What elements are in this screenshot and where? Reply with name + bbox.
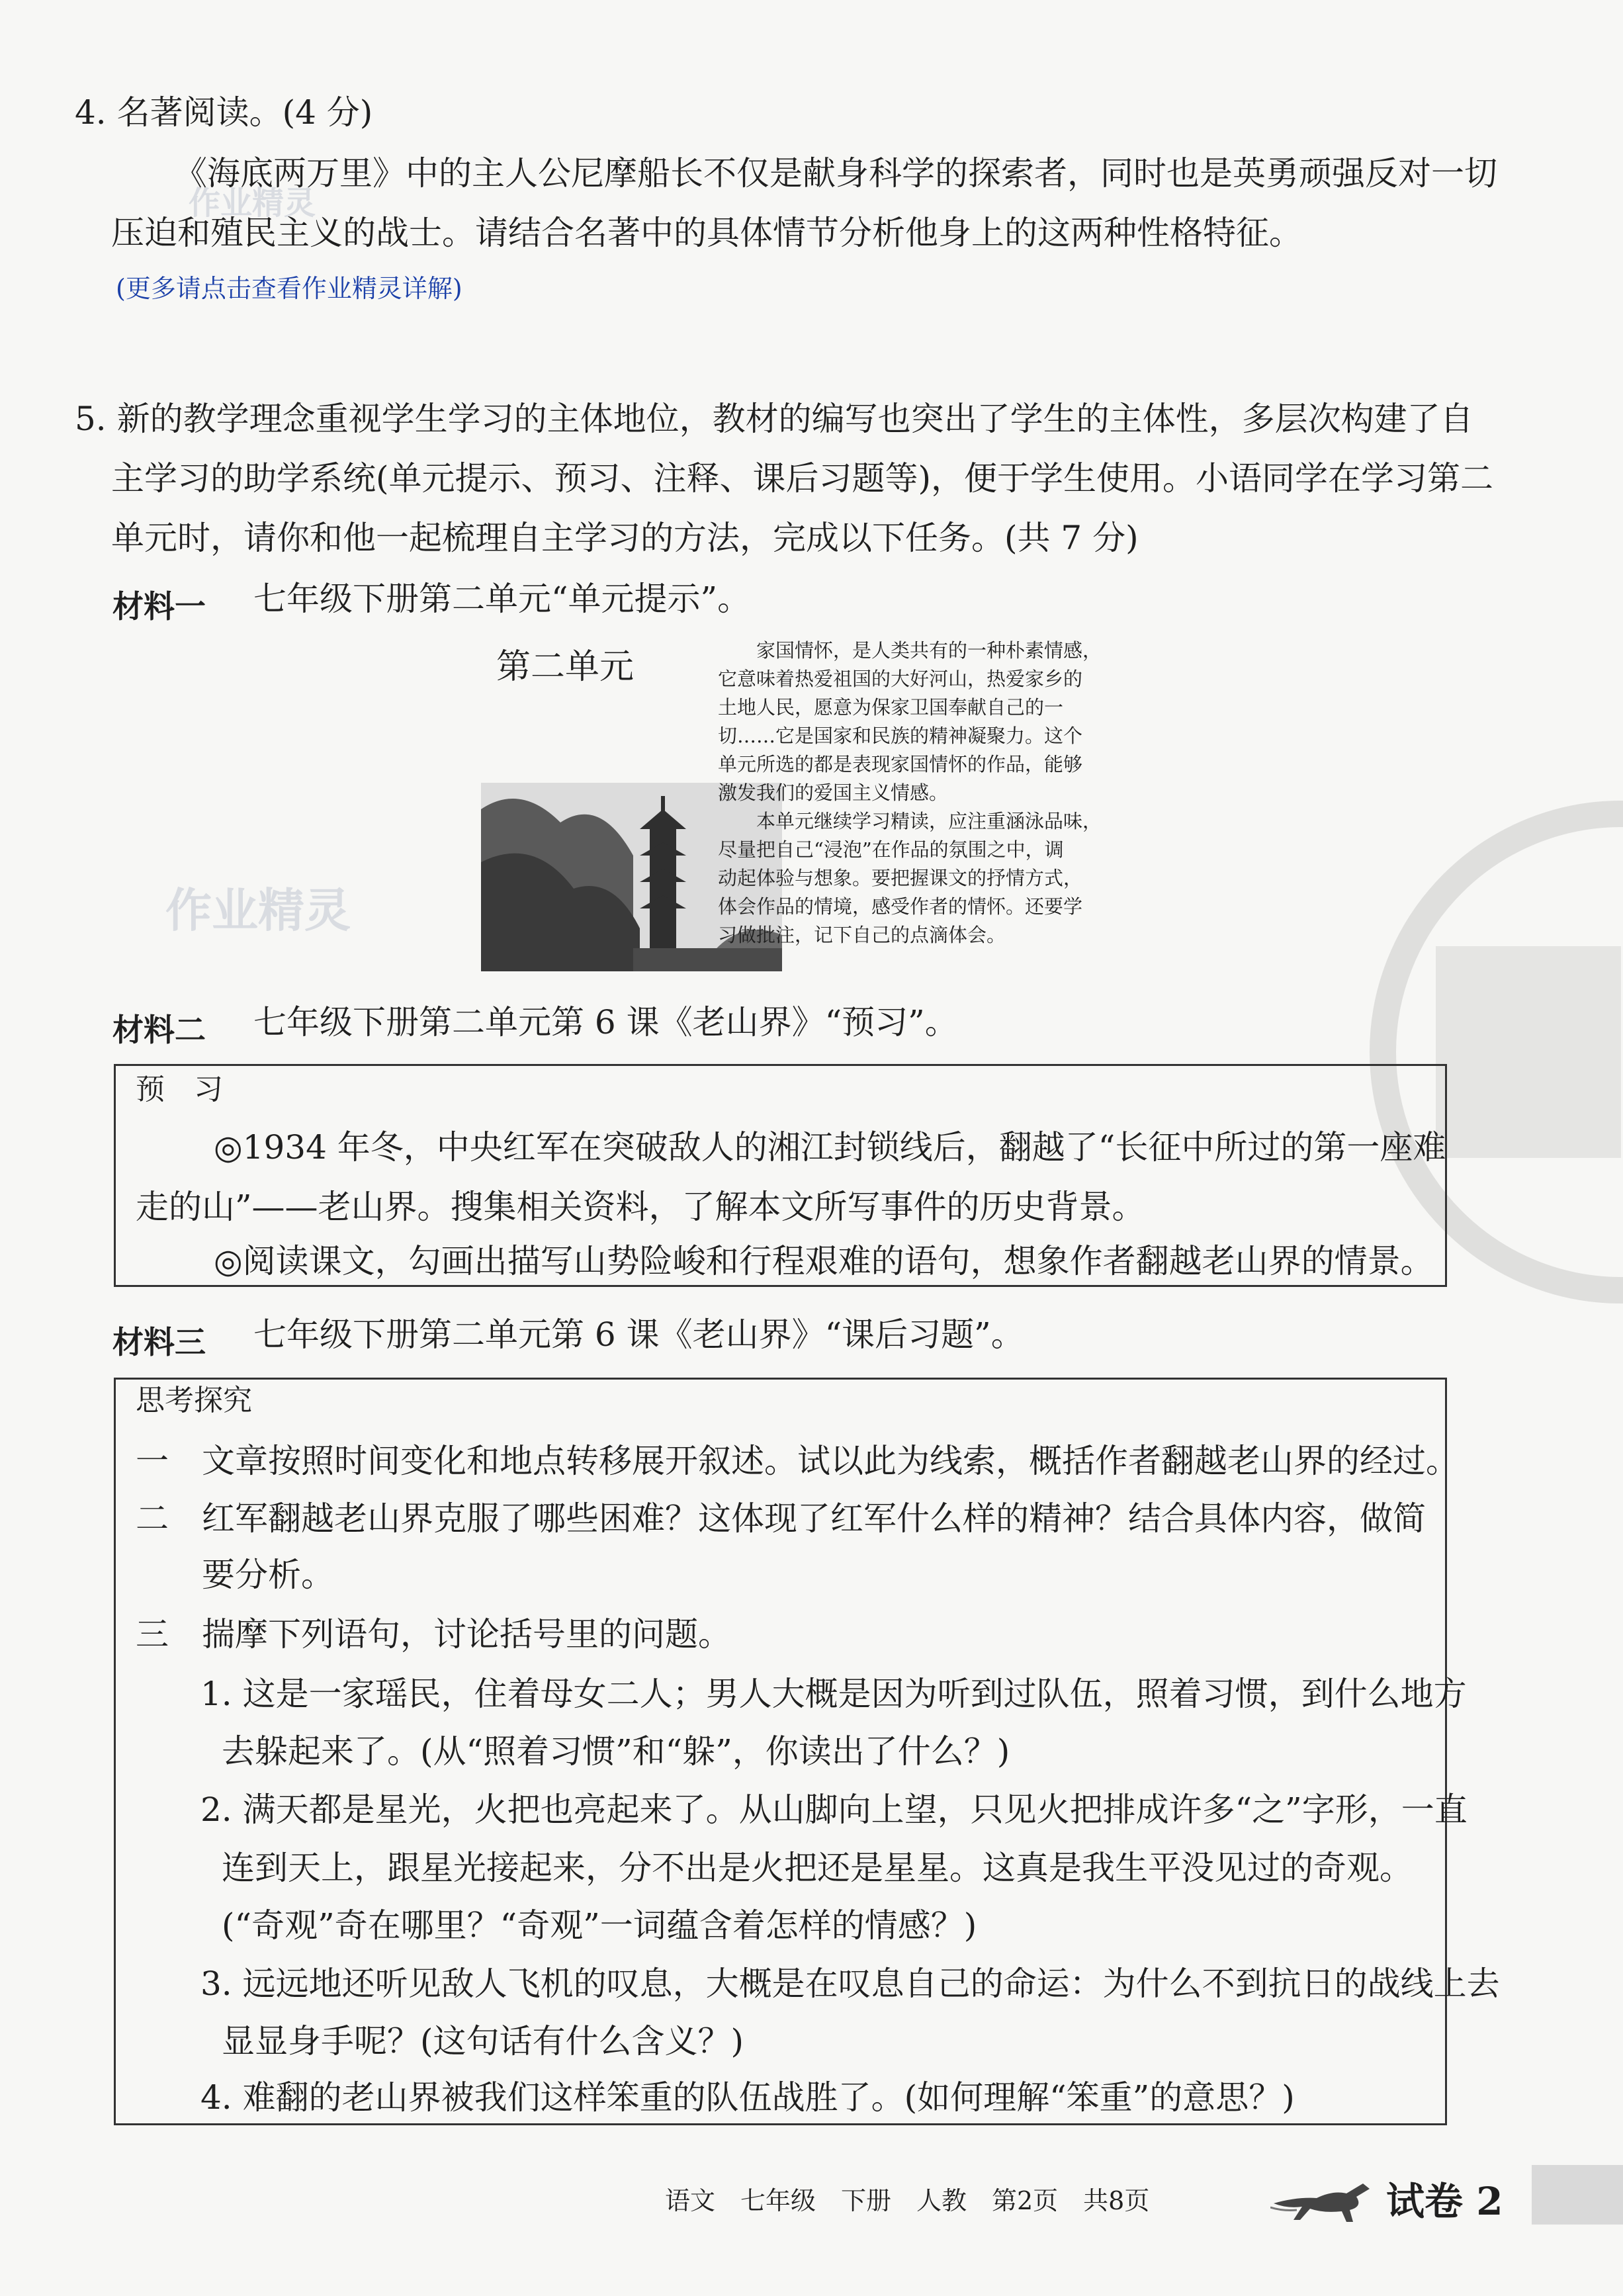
horse-icon [1270,2170,1380,2223]
unit-text-line: 它意味着热爱祖国的大好河山，热爱家乡的 [718,668,1083,690]
sub-item-line: 连到天上，跟星光接起来，分不出是火把还是星星。这真是我生平没见过的奇观。 [222,1849,1413,1887]
exercise-box-title: 思考探究 [136,1384,252,1417]
unit-text-line: 动起体验与想象。要把握课文的抒情方式， [718,867,1083,889]
unit-text-line: 本单元继续学习精读，应注重涵泳品味， [756,810,1102,832]
question-4-text: 《海底两万里》中的主人公尼摩船长不仅是献身科学的探索者，同时也是英勇顽强反对一切 [174,154,1497,193]
question-5-text: 单元时，请你和他一起梳理自主学习的方法，完成以下任务。(共 7 分) [111,519,1139,557]
watermark: 作业精灵 [165,883,351,938]
material-1-label: 材料一 [112,589,206,625]
material-2-label: 材料二 [112,1012,206,1049]
material-2-desc: 七年级下册第二单元第 6 课《老山界》“预习”。 [253,1003,958,1041]
exam-page-label: 试卷 2 [1386,2179,1503,2224]
material-3-label: 材料三 [112,1325,206,1361]
preview-line: ◎阅读课文，勾画出描写山势险峻和行程艰难的语句，想象作者翻越老山界的情景。 [214,1242,1434,1280]
footer-tab [1380,2158,1623,2228]
exercise-num: 一 [136,1442,169,1480]
sub-item-line: 显显身手呢？(这句话有什么含义？) [222,2022,744,2060]
sub-item-line: 3. 远远地还听见敌人飞机的叹息，大概是在叹息自己的命运：为什么不到抗日的战线上去 [200,1965,1500,2003]
material-3-desc: 七年级下册第二单元第 6 课《老山界》“课后习题”。 [253,1315,1024,1354]
page-footer-info: 语文 七年级 下册 人教 第2页 共8页 [665,2186,1150,2215]
preview-line: ◎1934 年冬，中央红军在突破敌人的湘江封锁线后，翻越了“长征中所过的第一座难 [214,1128,1446,1167]
preview-box-title: 预 习 [136,1073,223,1106]
exercise-num: 三 [136,1615,169,1654]
unit-title: 第二单元 [496,647,635,687]
material-1-desc: 七年级下册第二单元“单元提示”。 [253,580,751,618]
unit-text-line: 家国情怀，是人类共有的一种朴素情感， [756,639,1102,662]
unit-text-line: 尽量把自己“浸泡”在作品的氛围之中，调 [718,838,1064,861]
sub-item-line: 2. 满天都是星光，火把也亮起来了。从山脚向上望，只见火把排成许多“之”字形，一直 [200,1790,1468,1829]
exercise-box [114,1378,1500,2125]
preview-line: 走的山”——老山界。搜集相关资料，了解本文所写事件的历史背景。 [136,1188,1145,1226]
watermark: 作业精灵 [189,185,316,222]
question-5-text: 5. 新的教学理念重视学生学习的主体地位，教材的编写也突出了学生的主体性，多层次构建了自 [75,400,1473,438]
exercise-line: 红军翻越老山界克服了哪些困难？这体现了红军什么样的精神？结合具体内容，做简 [202,1499,1426,1538]
exercise-line: 文章按照时间变化和地点转移展开叙述。试以此为线索，概括作者翻越老山界的经过。 [202,1442,1459,1480]
sub-item-line: (“奇观”奇在哪里？“奇观”一词蕴含着怎样的情感？) [222,1906,977,1945]
unit-text-line: 切……它是国家和民族的精神凝聚力。这个 [718,725,1083,747]
unit-text-line: 单元所选的都是表现家国情怀的作品，能够 [718,753,1083,775]
exercise-line: 要分析。 [202,1556,334,1594]
unit-text-line: 土地人民，愿意为保家卫国奉献自己的一 [718,696,1064,719]
sub-item-line: 去躲起来了。(从“照着习惯”和“躲”，你读出了什么？) [222,1732,1010,1771]
details-link[interactable]: (更多请点击查看作业精灵详解) [116,274,462,303]
unit-text-line: 习做批注，记下自己的点滴体会。 [718,924,1006,946]
footer-tab-bg [1532,2165,1623,2225]
question-4-title: 4. 名著阅读。(4 分) [75,93,373,132]
exercise-line: 揣摩下列语句，讨论括号里的问题。 [202,1615,731,1654]
unit-text-line: 激发我们的爱国主义情感。 [718,781,949,804]
sub-item-line: 1. 这是一家瑶民，住着母女二人；男人大概是因为听到过队伍，照着习惯，到什么地方 [200,1675,1467,1713]
question-5-text: 主学习的助学系统(单元提示、预习、注释、课后习题等)，便于学生使用。小语同学在学习第二 [111,459,1494,498]
exercise-num: 二 [136,1499,169,1538]
unit-prompt-text [718,637,1102,949]
preview-box [114,1064,1447,1287]
unit-text-line: 体会作品的情境，感受作者的情怀。还要学 [718,895,1083,918]
sub-item-line: 4. 难翻的老山界被我们这样笨重的队伍战胜了。(如何理解“笨重”的意思？) [200,2078,1295,2117]
question-4-text: 压迫和殖民主义的战士。请结合名著中的具体情节分析他身上的这两种性格特征。 [111,214,1302,252]
